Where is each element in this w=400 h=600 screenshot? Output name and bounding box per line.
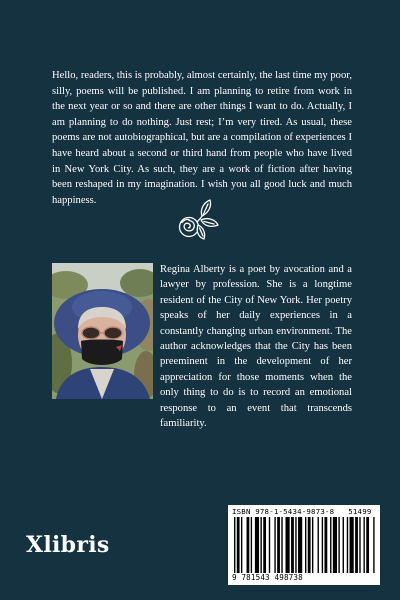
isbn-barcode [228, 505, 380, 585]
barcode-bar [355, 517, 358, 573]
barcode-bar [308, 517, 311, 573]
barcode-bars [234, 517, 376, 573]
barcode-bar [241, 517, 242, 573]
barcode-bar [251, 517, 252, 573]
barcode-bar [347, 517, 348, 573]
rose-icon [176, 198, 222, 242]
barcode-bar [330, 517, 331, 573]
barcode-bar [322, 517, 323, 573]
barcode-bar [291, 517, 294, 573]
barcode-bar [318, 517, 319, 573]
barcode-bar [324, 517, 327, 573]
barcode-bar [338, 517, 339, 573]
barcode-bar [366, 517, 369, 573]
barcode-bar [295, 517, 296, 573]
barcode-bar [247, 517, 250, 573]
barcode-bar [281, 517, 282, 573]
barcode-bar [255, 517, 259, 573]
isbn-label: ISBN 978-1-5434-9873-8 51499 [232, 507, 372, 516]
barcode-bar [333, 517, 337, 573]
barcode-bar [373, 517, 374, 573]
barcode-bar [286, 517, 290, 573]
barcode-bar [305, 517, 306, 573]
barcode-bar [343, 517, 344, 573]
barcode-bar [363, 517, 364, 573]
barcode-bar [234, 517, 235, 573]
publisher-logo: Xlibris [26, 532, 110, 558]
barcode-bar [260, 517, 261, 573]
barcode-bar [269, 517, 270, 573]
barcode-bar [274, 517, 275, 573]
price-code: 51499 [348, 507, 372, 516]
barcode-bar [298, 517, 302, 573]
barcode-bar [312, 517, 313, 573]
barcode-bar [350, 517, 354, 573]
barcode-bar [263, 517, 266, 573]
barcode-bar [359, 517, 360, 573]
barcode-bar [237, 517, 240, 573]
author-photo [52, 263, 153, 399]
author-bio: Regina Alberty is a poet by avocation and a lawyer by profession. She is a longtime resident of the City of New York. Her poetry speaks of her daily experiences in a constantly changing urban environment. The author acknowledges that the City has been preeminent in the development of her appreciation for those moments when the only thing to do is to record an emotional response to an event that transcends familiarity. [160, 264, 352, 430]
author-note: Hello, readers, this is probably, almost certainly, the last time my poor, silly, poems will be published. I am planning to retire from work in the next year or so and there are other things I want to do. Actually, I am planning to do nothing. Just rest; I’m very tired. As usual, these poems are not autobiographical, but are a compilation of experiences I have heard about a second or third hand from people who have lived in New York City. As such, they are a work of fiction after having been reshaped in my imagination. I wish you all good luck and much happiness. [52, 70, 352, 206]
barcode-bar [277, 517, 280, 573]
barcode-digits: 9 781543 498738 [232, 573, 303, 582]
